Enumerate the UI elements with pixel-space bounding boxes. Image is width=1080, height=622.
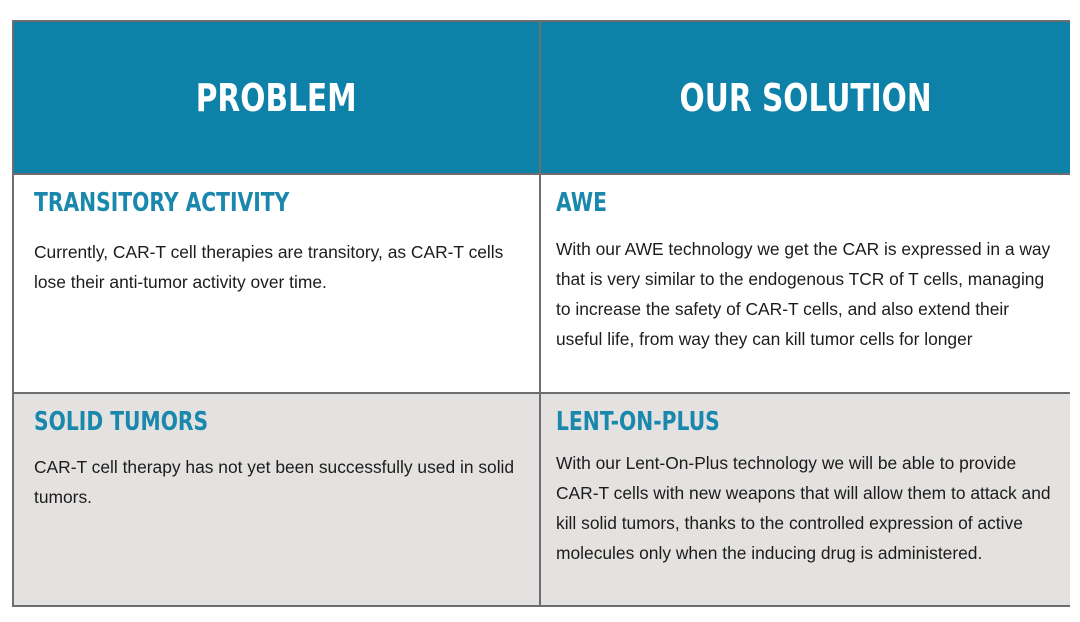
solution-title: AWE: [556, 188, 608, 218]
problem-cell-transitory: [14, 175, 541, 394]
header-solution: [541, 22, 1070, 175]
solution-description: With our Lent-On-Plus technology we will be able to provide CAR-T cells with new weapons that will allow them to attack and kill solid tumors, thanks to the controlled expression of active molecules only when the inducing drug is administered.: [556, 453, 1051, 563]
solution-title: LENT-ON-PLUS: [556, 407, 720, 437]
header-solution-label: OUR SOLUTION: [679, 75, 932, 120]
solution-cell-lent-on-plus: [541, 394, 1070, 605]
problem-cell-solid-tumors: [14, 394, 541, 605]
solution-description: With our AWE technology we get the CAR is expressed in a way that is very similar to the endogenous TCR of T cells, managing to increase the safety of CAR-T cells, and also extend their useful life, from way they can kill tumor cells for longer: [556, 239, 1051, 349]
problem-solution-table: [12, 20, 1070, 607]
problem-description: CAR-T cell therapy has not yet been successfully used in solid tumors.: [34, 457, 515, 507]
problem-description: Currently, CAR-T cell therapies are transitory, as CAR-T cells lose their anti-tumor activity over time.: [34, 242, 504, 292]
problem-title: SOLID TUMORS: [34, 407, 209, 437]
header-problem: [14, 22, 541, 175]
problem-title: TRANSITORY ACTIVITY: [34, 188, 290, 218]
solution-cell-awe: [541, 175, 1070, 394]
header-problem-label: PROBLEM: [196, 75, 357, 120]
